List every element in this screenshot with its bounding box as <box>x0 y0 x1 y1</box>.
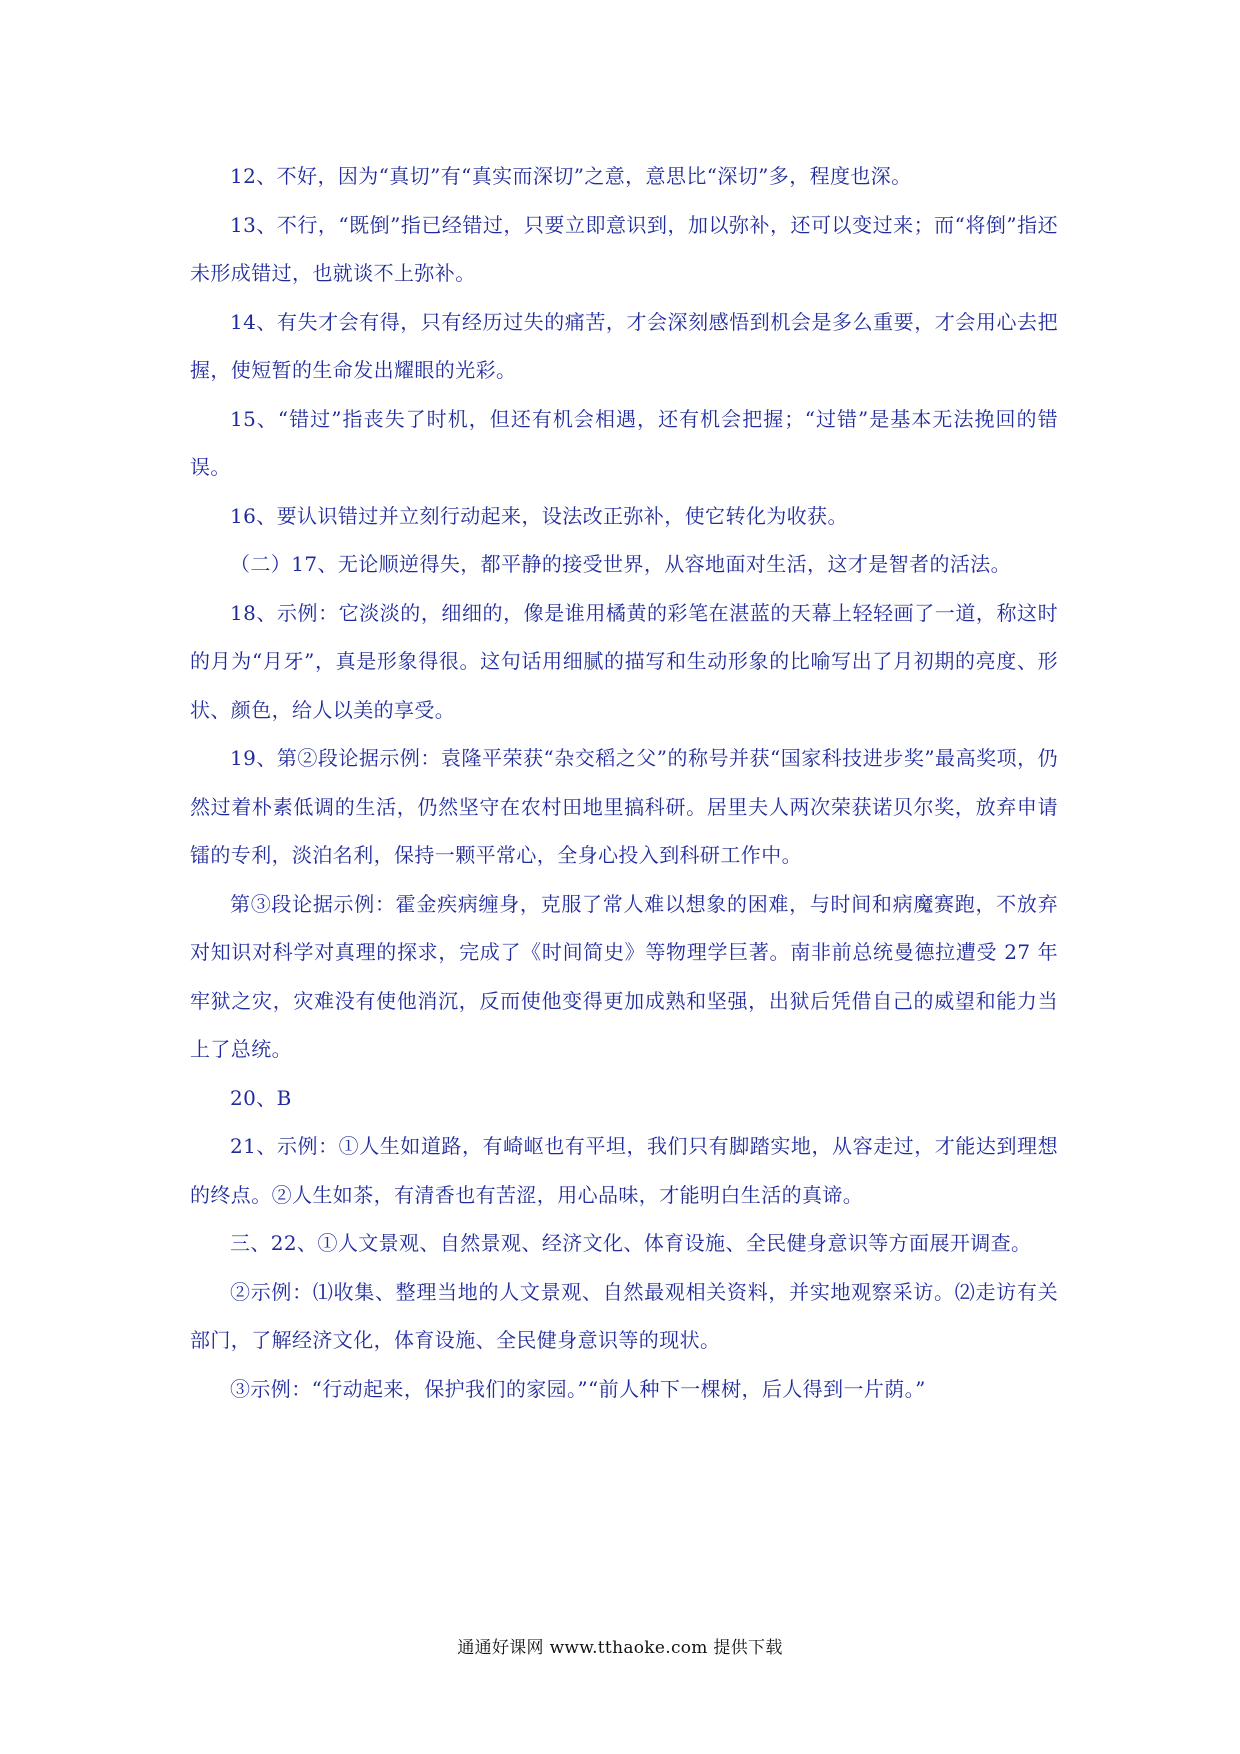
answer-22-part2: ②示例：⑴收集、整理当地的人文景观、自然最观相关资料，并实地观察采访。⑵走访有关部门，了解经济文化，体育设施、全民健身意识等的现状。 <box>190 1279 1058 1352</box>
answer-18: 18、示例：它淡淡的，细细的，像是谁用橘黄的彩笔在湛蓝的天幕上轻轻画了一道，称这时的月为“月牙”，真是形象得很。这句话用细腻的描写和生动形象的比喻写出了月初期的亮度、形状、颜色，给人以美的享受。 <box>190 600 1058 722</box>
answer-12: 12、不好，因为“真切”有“真实而深切”之意，意思比“深切”多，程度也深。 <box>230 164 912 188</box>
answer-13: 13、不行，“既倒”指已经错过，只要立即意识到，加以弥补，还可以变过来；而“将倒”指还未形成错过，也就谈不上弥补。 <box>190 212 1058 285</box>
answer-22-part3: ③示例：“行动起来，保护我们的家园。”“前人种下一棵树，后人得到一片荫。” <box>230 1376 926 1401</box>
answer-20: 20、B <box>230 1085 292 1110</box>
answer-17: （二）17、无论顺逆得失，都平静的接受世界，从容地面对生活，这才是智者的活法。 <box>230 552 1012 576</box>
answer-22-part1: 三、22、①人文景观、自然景观、经济文化、体育设施、全民健身意识等方面展开调查。 <box>230 1231 1032 1255</box>
answer-19-para2: 19、第②段论据示例：袁隆平荣获“杂交稻之父”的称号并获“国家科技进步奖”最高奖项，仍然过着朴素低调的生活，仍然坚守在农村田地里搞科研。居里夫人两次荣获诺贝尔奖，放弃申请镭的专利，淡泊名利，保持一颗平常心，全身心投入到科研工作中。 <box>190 746 1058 867</box>
answer-14: 14、有失才会有得，只有经历过失的痛苦，才会深刻感悟到机会是多么重要，才会用心去把握，使短暂的生命发出耀眼的光彩。 <box>190 309 1058 382</box>
answer-15: 15、“错过”指丧失了时机，但还有机会相遇，还有机会把握；“过错”是基本无法挽回的错误。 <box>190 406 1058 479</box>
answer-key-body <box>190 152 1058 1413</box>
answer-19-para3: 第③段论据示例：霍金疾病缠身，克服了常人难以想象的困难，与时间和病魔赛跑，不放弃对知识对科学对真理的探求，完成了《时间简史》等物理学巨著。南非前总统曼德拉遭受 27 年牢狱之灾，灾难没有使他消沉，反而使他变得更加成熟和坚强，出狱后凭借自己的威望和能力当上了总统。 <box>190 891 1058 1061</box>
answer-16: 16、要认识错过并立刻行动起来，设法改正弥补，使它转化为收获。 <box>230 503 848 528</box>
page-footer-source: 通通好课网 www.tthaoke.com 提供下载 <box>457 1638 783 1658</box>
answer-21: 21、示例：①人生如道路，有崎岖也有平坦，我们只有脚踏实地，从容走过，才能达到理想的终点。②人生如茶，有清香也有苦涩，用心品味，才能明白生活的真谛。 <box>190 1134 1058 1207</box>
